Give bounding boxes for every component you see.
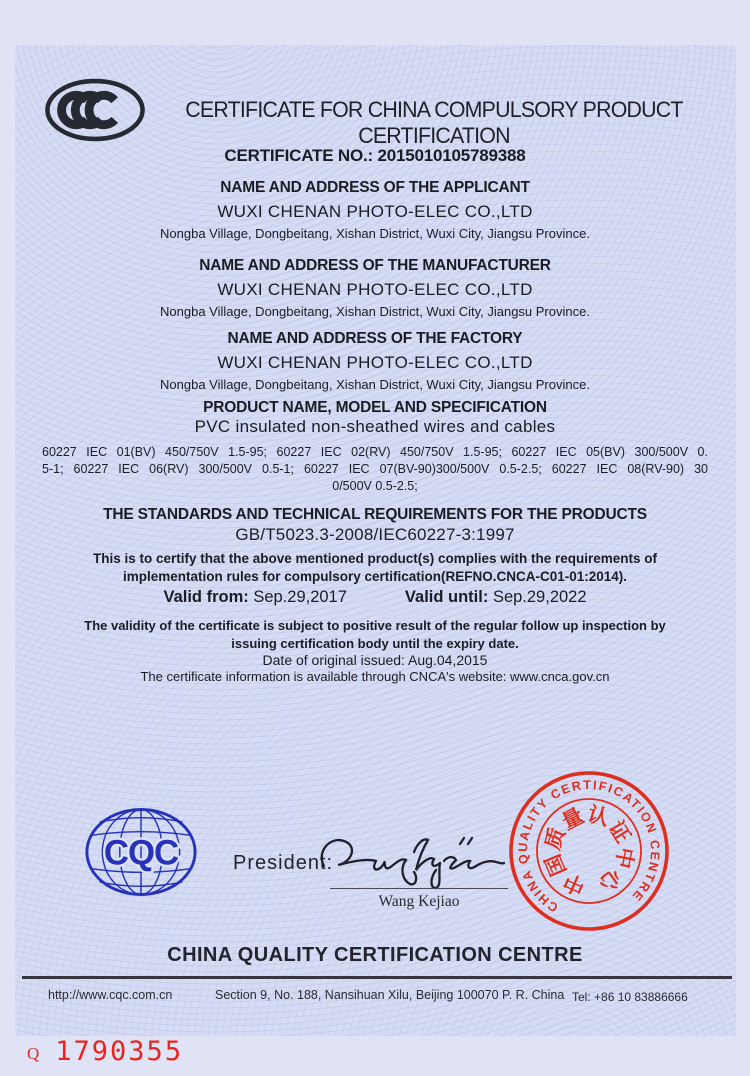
cnca-website-note: The certificate information is available through CNCA's website: www.cnca.gov.cn [140, 669, 610, 684]
factory-company: WUXI CHENAN PHOTO-ELEC CO.,LTD [217, 353, 533, 372]
product-heading: PRODUCT NAME, MODEL AND SPECIFICATION [203, 399, 547, 416]
stamp-char: 量 [558, 804, 588, 835]
manufacturer-address: Nongba Village, Dongbeitang, Xishan District, Wuxi City, Jiangsu Province. [160, 304, 590, 319]
valid-until-value: Sep.29,2022 [492, 588, 587, 606]
product-spec-line: 5-1; 60227 IEC 06(RV) 300/500V 0.5-1; 60227 IEC 07(BV-90)300/500V 0.5-2.5; 60227 IEC 08(RV-90) 30 [42, 461, 708, 476]
manufacturer-heading: NAME AND ADDRESS OF THE MANUFACTURER [199, 257, 551, 274]
certificate-number-value: 2015010105789388 [377, 146, 526, 165]
certificate-number-label: CERTIFICATE NO.: [224, 146, 373, 165]
footer-rule [22, 976, 732, 979]
cqc-logo-text: CQC [103, 834, 179, 873]
validity-note: The validity of the certificate is subject to positive result of the regular follow up inspection by [84, 618, 666, 633]
serial-prefix: Q [27, 1044, 40, 1063]
stamp-char: 中 [610, 845, 638, 871]
svg-text:CHINA QUALITY CERTIFICATION [509, 771, 668, 918]
product-spec-line: 60227 IEC 01(BV) 450/750V 1.5-95; 60227 IEC 02(RV) 450/750V 1.5-95; 60227 IEC 05(BV) 300/500V 0. [42, 445, 708, 459]
valid-from-value: Sep.29,2017 [253, 588, 347, 606]
stamp-char: 证 [603, 817, 635, 848]
factory-address: Nongba Village, Dongbeitang, Xishan District, Wuxi City, Jiangsu Province. [160, 377, 590, 392]
date-of-original-issue: Date of original issued: Aug.04,2015 [262, 652, 488, 668]
valid-from [163, 588, 346, 607]
president-name: Wang Kejiao [378, 893, 460, 910]
stamp-ring-text: CHINA QUALITY CERTIFICATION CENTRE [515, 777, 663, 915]
validity-note: issuing certification body until the expiry date. [231, 636, 519, 651]
standards-heading: THE STANDARDS AND TECHNICAL REQUIREMENTS FOR THE PRODUCTS [103, 506, 647, 523]
valid-until-label: Valid until: [404, 588, 489, 606]
footer-telephone: Tel: +86 10 83886666 [572, 990, 688, 1004]
stamp-char: 国 [541, 850, 572, 880]
factory-heading: NAME AND ADDRESS OF THE FACTORY [227, 330, 523, 347]
product-spec-line: 0/500V 0.5-2.5; [332, 478, 418, 493]
president-signature [318, 828, 508, 890]
signature-underline [330, 888, 508, 889]
valid-until [405, 588, 587, 607]
footer-address: Section 9, No. 188, Nansihuan Xilu, Beijing 100070 P. R. China [215, 988, 565, 1002]
issuing-org-name: CHINA QUALITY CERTIFICATION CENTRE [167, 944, 583, 966]
serial-digits: 1790355 [55, 1036, 184, 1067]
cqc-globe-icon [84, 806, 198, 898]
applicant-heading: NAME AND ADDRESS OF THE APPLICANT [220, 179, 530, 196]
stamp-char: 心 [594, 864, 626, 896]
footer-website: http://www.cqc.com.cn [48, 988, 173, 1002]
certify-statement: implementation rules for compulsory certification(REFNO.CNCA-C01-01:2014). [122, 569, 628, 584]
product-spec [42, 444, 708, 494]
certify-statement: This is to certify that the above mentioned product(s) complies with the requirements of [92, 551, 658, 566]
ccc-mark-icon [44, 77, 146, 143]
validity-dates [0, 588, 750, 607]
applicant-address: Nongba Village, Dongbeitang, Xishan District, Wuxi City, Jiangsu Province. [160, 226, 590, 241]
certificate-title: CERTIFICATE FOR CHINA COMPULSORY PRODUCT CERTIFICATION [185, 97, 683, 148]
valid-from-label: Valid from: [163, 588, 249, 606]
applicant-company: WUXI CHENAN PHOTO-ELEC CO.,LTD [217, 202, 533, 221]
stamp-char: 认 [585, 802, 612, 831]
certificate-number-line [0, 146, 750, 166]
cqc-red-stamp [505, 767, 673, 935]
stamp-char: 中 [560, 868, 589, 899]
manufacturer-company: WUXI CHENAN PHOTO-ELEC CO.,LTD [217, 280, 533, 299]
stamp-char: 质 [541, 825, 571, 853]
standards-value: GB/T5023.3-2008/IEC60227-3:1997 [235, 525, 515, 544]
president-label: President: [233, 852, 334, 874]
serial-number [27, 1036, 183, 1067]
product-name: PVC insulated non-sheathed wires and cables [194, 417, 556, 436]
